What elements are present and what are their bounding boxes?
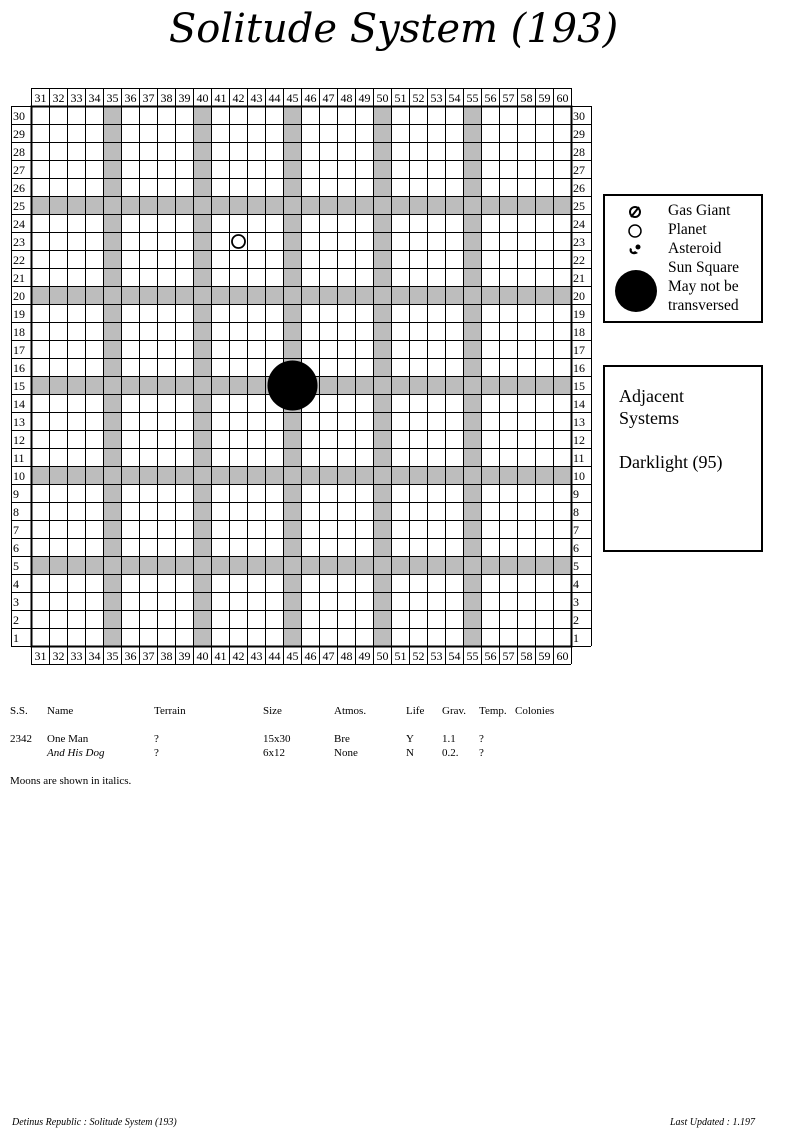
row-label-right: 29 [573, 127, 585, 141]
row-label-right: 30 [573, 109, 585, 123]
row-label-left: 22 [13, 253, 25, 267]
row-2-temp: ? [479, 747, 484, 759]
column-label-top: 54 [448, 91, 461, 105]
moons-note: Moons are shown in italics. [10, 775, 132, 787]
gas-giant-icon [625, 205, 645, 219]
row-1-life: Y [406, 733, 414, 745]
row-1-atmos: Bre [334, 733, 350, 745]
adjacent-systems-box [603, 365, 763, 552]
row-label-left: 7 [13, 523, 19, 537]
row-label-left: 28 [13, 145, 25, 159]
column-label-bottom: 42 [232, 649, 245, 663]
row-label-right: 27 [573, 163, 585, 177]
row-label-right: 23 [573, 235, 585, 249]
row-label-left: 4 [13, 577, 19, 591]
row-label-right: 12 [573, 433, 585, 447]
row-label-right: 14 [573, 397, 585, 411]
footer-left: Detinus Republic : Solitude System (193) [12, 1117, 177, 1128]
row-label-left: 18 [13, 325, 25, 339]
column-label-bottom: 58 [520, 649, 533, 663]
adjacent-system-item[interactable]: Darklight (95) [619, 452, 723, 472]
row-label-left: 29 [13, 127, 25, 141]
col-header-colonies: Colonies [515, 705, 555, 717]
column-label-bottom: 38 [160, 649, 173, 663]
column-label-top: 43 [250, 91, 263, 105]
row-label-right: 19 [573, 307, 585, 321]
column-label-top: 42 [232, 91, 245, 105]
row-label-right: 13 [573, 415, 585, 429]
row-label-right: 1 [573, 631, 579, 645]
column-label-top: 39 [178, 91, 191, 105]
column-label-bottom: 36 [124, 649, 137, 663]
col-header-size: Size [263, 705, 282, 717]
row-label-left: 23 [13, 235, 25, 249]
legend-planet-label: Planet [668, 221, 707, 238]
row-2-size: 6x12 [263, 747, 285, 759]
legend-asteroid-label: Asteroid [668, 240, 722, 257]
column-label-bottom: 52 [412, 649, 425, 663]
legend-gas-giant-label: Gas Giant [668, 202, 731, 219]
column-label-top: 46 [304, 91, 317, 105]
row-label-right: 9 [573, 487, 579, 501]
column-label-bottom: 39 [178, 649, 191, 663]
adjacent-title [619, 385, 749, 429]
row-label-right: 28 [573, 145, 585, 159]
column-label-bottom: 54 [448, 649, 461, 663]
column-label-top: 32 [52, 91, 65, 105]
column-label-bottom: 60 [556, 649, 569, 663]
row-label-right: 10 [573, 469, 585, 483]
column-label-top: 31 [34, 91, 47, 105]
column-label-top: 40 [196, 91, 209, 105]
col-header-grav: Grav. [442, 705, 467, 717]
row-label-right: 25 [573, 199, 585, 213]
row-label-left: 13 [13, 415, 25, 429]
column-label-top: 38 [160, 91, 173, 105]
col-header-name: Name [47, 705, 74, 717]
legend-box [603, 194, 763, 323]
row-label-left: 6 [13, 541, 19, 555]
row-label-left: 15 [13, 379, 25, 393]
column-label-bottom: 47 [322, 649, 335, 663]
column-label-bottom: 31 [34, 649, 47, 663]
column-label-bottom: 40 [196, 649, 209, 663]
footer-right: Last Updated : 1.197 [670, 1117, 755, 1128]
sun-marker[interactable] [268, 361, 318, 411]
row-1-name: One Man [47, 733, 89, 745]
row-label-left: 16 [13, 361, 25, 375]
column-label-top: 33 [70, 91, 83, 105]
legend-no-transverse-label-1: May not be [668, 278, 739, 295]
row-label-left: 10 [13, 469, 25, 483]
column-label-top: 34 [88, 91, 101, 105]
column-label-bottom: 49 [358, 649, 371, 663]
row-label-right: 24 [573, 217, 585, 231]
column-label-bottom: 32 [52, 649, 65, 663]
column-label-top: 52 [412, 91, 425, 105]
column-label-top: 57 [502, 91, 515, 105]
column-label-top: 37 [142, 91, 155, 105]
row-label-left: 3 [13, 595, 19, 609]
planet-icon [625, 224, 645, 238]
column-label-bottom: 45 [286, 649, 299, 663]
row-label-left: 2 [13, 613, 19, 627]
col-header-ss: S.S. [10, 705, 28, 717]
row-1-grav: 1.1 [442, 733, 456, 745]
row-label-right: 17 [573, 343, 585, 357]
column-label-bottom: 48 [340, 649, 353, 663]
column-label-top: 56 [484, 91, 497, 105]
row-label-left: 17 [13, 343, 25, 357]
column-label-top: 51 [394, 91, 407, 105]
row-2-life: N [406, 747, 414, 759]
row-label-right: 3 [573, 595, 579, 609]
column-label-bottom: 50 [376, 649, 389, 663]
row-label-right: 4 [573, 577, 579, 591]
col-header-atmos: Atmos. [334, 705, 367, 717]
legend-no-transverse-label-2: transversed [668, 297, 739, 314]
row-2-terrain: ? [154, 747, 159, 759]
row-2-atmos: None [334, 747, 358, 759]
row-label-right: 5 [573, 559, 579, 573]
asteroid-icon [625, 243, 645, 257]
row-label-left: 20 [13, 289, 25, 303]
col-header-life: Life [406, 705, 425, 717]
page-title: Solitude System (193) [168, 6, 619, 52]
column-label-bottom: 53 [430, 649, 443, 663]
column-label-top: 49 [358, 91, 371, 105]
row-label-right: 11 [573, 451, 585, 465]
row-label-left: 25 [13, 199, 25, 213]
row-1-temp: ? [479, 733, 484, 745]
column-label-top: 55 [466, 91, 479, 105]
column-label-bottom: 43 [250, 649, 263, 663]
column-label-top: 41 [214, 91, 227, 105]
row-label-left: 1 [13, 631, 19, 645]
row-2-grav: 0.2. [442, 747, 459, 759]
adjacent-title-line-1: Adjacent [619, 386, 684, 406]
row-label-left: 12 [13, 433, 25, 447]
row-2-name: And His Dog [47, 747, 105, 759]
row-label-right: 2 [573, 613, 579, 627]
adjacent-title-line-2: Systems [619, 408, 680, 428]
row-label-left: 30 [13, 109, 25, 123]
column-label-top: 45 [286, 91, 299, 105]
column-label-bottom: 51 [394, 649, 407, 663]
column-label-bottom: 34 [88, 649, 101, 663]
row-label-left: 19 [13, 307, 25, 321]
column-label-bottom: 44 [268, 649, 281, 663]
row-label-right: 15 [573, 379, 585, 393]
column-label-top: 50 [376, 91, 389, 105]
row-label-left: 9 [13, 487, 19, 501]
column-label-top: 35 [106, 91, 119, 105]
row-1-terrain: ? [154, 733, 159, 745]
row-label-left: 8 [13, 505, 19, 519]
column-label-top: 53 [430, 91, 443, 105]
row-label-right: 20 [573, 289, 585, 303]
row-label-right: 18 [573, 325, 585, 339]
row-label-left: 14 [13, 397, 25, 411]
row-label-right: 21 [573, 271, 585, 285]
row-label-right: 6 [573, 541, 579, 555]
column-label-top: 47 [322, 91, 335, 105]
row-label-left: 27 [13, 163, 25, 177]
row-1-size: 15x30 [263, 733, 291, 745]
column-label-bottom: 57 [502, 649, 515, 663]
column-label-top: 36 [124, 91, 137, 105]
column-label-top: 48 [340, 91, 353, 105]
row-label-left: 24 [13, 217, 25, 231]
row-label-right: 7 [573, 523, 579, 537]
column-label-top: 60 [556, 91, 569, 105]
column-label-top: 58 [520, 91, 533, 105]
row-1-ss: 2342 [10, 733, 32, 745]
row-label-right: 8 [573, 505, 579, 519]
column-label-bottom: 56 [484, 649, 497, 663]
legend-sun-square-label: Sun Square [668, 259, 740, 276]
column-label-bottom: 46 [304, 649, 317, 663]
row-label-right: 22 [573, 253, 585, 267]
row-label-left: 21 [13, 271, 25, 285]
row-label-right: 26 [573, 181, 585, 195]
col-header-terrain: Terrain [154, 705, 186, 717]
row-label-left: 5 [13, 559, 19, 573]
column-label-top: 59 [538, 91, 551, 105]
sun-square-icon [614, 269, 658, 313]
column-label-top: 44 [268, 91, 281, 105]
column-label-bottom: 33 [70, 649, 83, 663]
col-header-temp: Temp. [479, 705, 507, 717]
column-label-bottom: 55 [466, 649, 479, 663]
row-label-left: 26 [13, 181, 25, 195]
row-label-left: 11 [13, 451, 25, 465]
planet-marker[interactable] [232, 235, 245, 248]
column-label-bottom: 41 [214, 649, 227, 663]
column-label-bottom: 35 [106, 649, 119, 663]
column-label-bottom: 59 [538, 649, 551, 663]
column-label-bottom: 37 [142, 649, 155, 663]
row-label-right: 16 [573, 361, 585, 375]
